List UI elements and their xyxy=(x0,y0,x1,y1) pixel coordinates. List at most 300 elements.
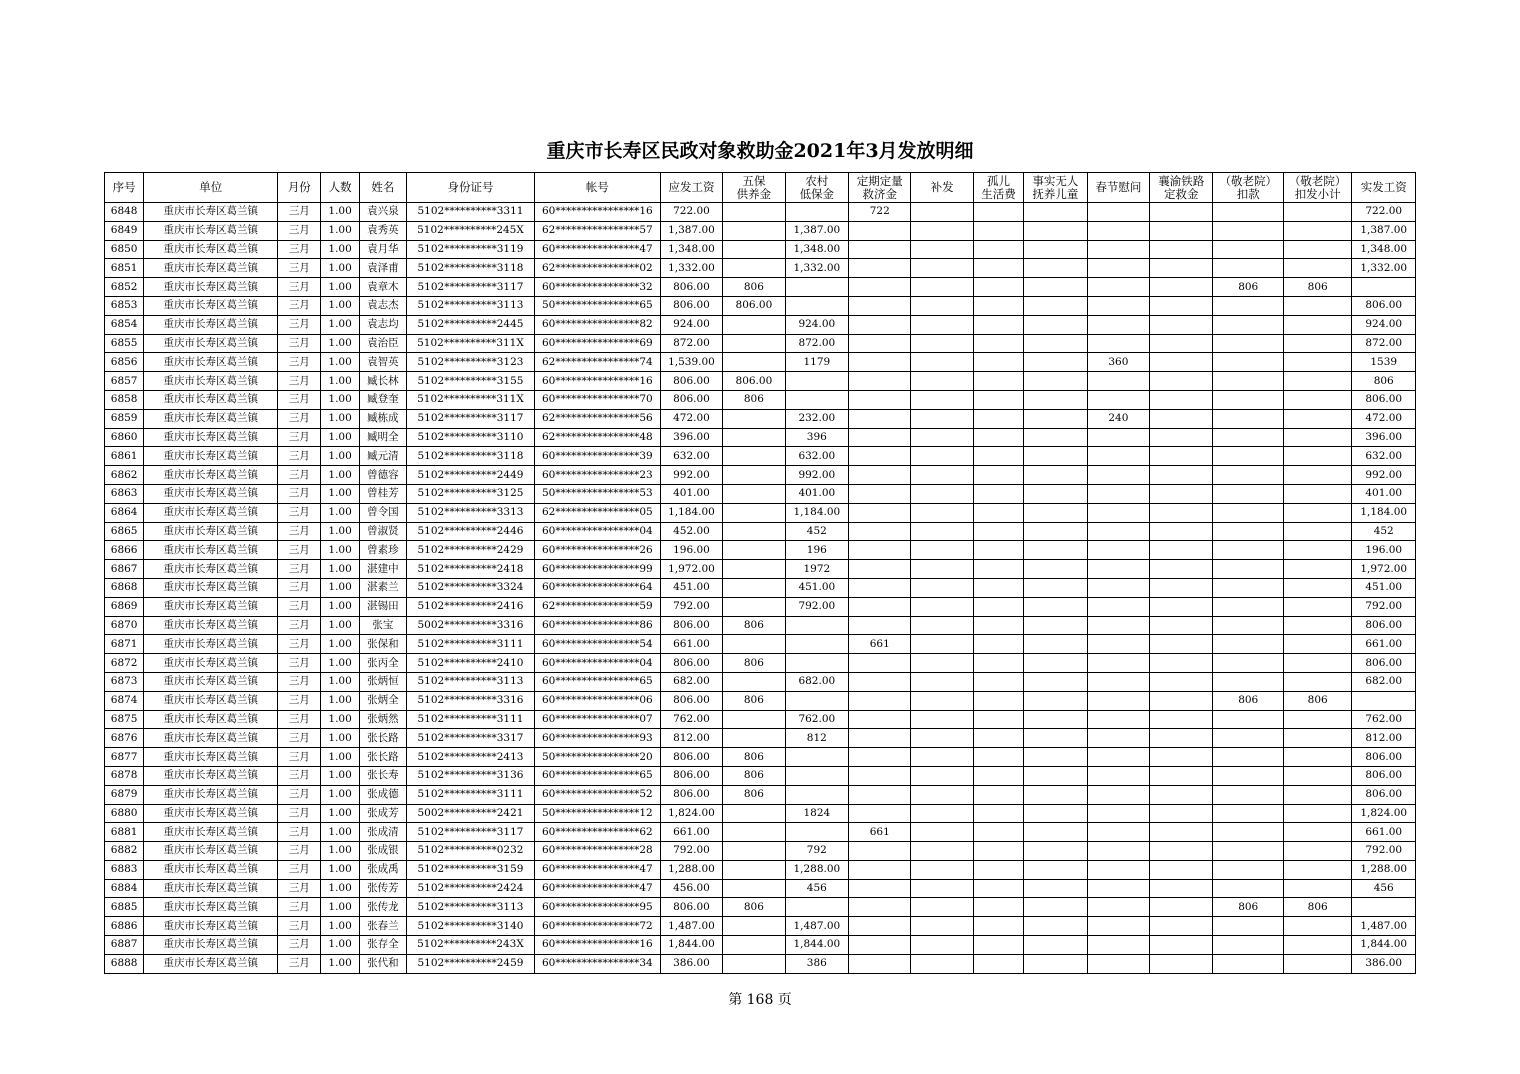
cell-nursing-home-deduction xyxy=(1213,296,1283,315)
cell-unattended-child xyxy=(1024,879,1087,898)
cell-rural-dibao xyxy=(785,278,848,297)
cell-nursing-home-subtotal xyxy=(1283,654,1351,673)
cell-id-number: 5102**********2445 xyxy=(407,315,535,334)
cell-id-number: 5102**********3313 xyxy=(407,503,535,522)
cell-nursing-home-deduction xyxy=(1213,710,1283,729)
cell-rural-dibao xyxy=(785,654,848,673)
cell-back-pay xyxy=(911,635,973,654)
cell-gross-pay: 792.00 xyxy=(660,842,722,861)
cell-wubao-fund xyxy=(723,879,785,898)
cell-count: 1.00 xyxy=(321,503,359,522)
cell-id-number: 5102**********311X xyxy=(407,334,535,353)
cell-rural-dibao: 792 xyxy=(785,842,848,861)
cell-orphan-allowance xyxy=(973,691,1023,710)
cell-xiangyu-railway xyxy=(1150,597,1213,616)
table-row xyxy=(105,240,1416,259)
cell-xiangyu-railway xyxy=(1150,898,1213,917)
cell-month: 三月 xyxy=(278,296,321,315)
cell-name: 张成清 xyxy=(359,823,406,842)
cell-spring-festival xyxy=(1087,710,1149,729)
cell-unattended-child xyxy=(1024,278,1087,297)
cell-net-pay: 386.00 xyxy=(1352,954,1416,973)
cell-name: 曾德容 xyxy=(359,466,406,485)
cell-orphan-allowance xyxy=(973,221,1023,240)
cell-regular-relief xyxy=(849,353,911,372)
cell-orphan-allowance xyxy=(973,372,1023,391)
header-orphan-allowance: 孤儿 生活费 xyxy=(973,173,1023,203)
cell-spring-festival xyxy=(1087,823,1149,842)
cell-spring-festival xyxy=(1087,259,1149,278)
cell-nursing-home-deduction xyxy=(1213,823,1283,842)
cell-rural-dibao xyxy=(785,748,848,767)
cell-seq: 6869 xyxy=(105,597,144,616)
cell-count: 1.00 xyxy=(321,879,359,898)
cell-orphan-allowance xyxy=(973,466,1023,485)
cell-account: 60****************54 xyxy=(534,635,660,654)
cell-account: 62****************74 xyxy=(534,353,660,372)
cell-unattended-child xyxy=(1024,221,1087,240)
cell-wubao-fund: 806 xyxy=(723,390,785,409)
cell-nursing-home-subtotal xyxy=(1283,240,1351,259)
cell-unattended-child xyxy=(1024,654,1087,673)
cell-spring-festival xyxy=(1087,785,1149,804)
cell-name: 臧元清 xyxy=(359,447,406,466)
cell-seq: 6868 xyxy=(105,578,144,597)
cell-count: 1.00 xyxy=(321,729,359,748)
cell-unit: 重庆市长寿区葛兰镇 xyxy=(144,616,278,635)
cell-orphan-allowance xyxy=(973,503,1023,522)
cell-rural-dibao xyxy=(785,823,848,842)
cell-nursing-home-subtotal xyxy=(1283,804,1351,823)
cell-gross-pay: 661.00 xyxy=(660,635,722,654)
cell-account: 60****************34 xyxy=(534,954,660,973)
cell-id-number: 5102**********3113 xyxy=(407,672,535,691)
cell-month: 三月 xyxy=(278,259,321,278)
cell-orphan-allowance xyxy=(973,729,1023,748)
cell-nursing-home-subtotal xyxy=(1283,766,1351,785)
cell-wubao-fund: 806 xyxy=(723,748,785,767)
cell-name: 曾素珍 xyxy=(359,541,406,560)
cell-account: 60****************95 xyxy=(534,898,660,917)
cell-id-number: 5102**********2459 xyxy=(407,954,535,973)
cell-name: 臧明全 xyxy=(359,428,406,447)
cell-name: 张丙全 xyxy=(359,654,406,673)
cell-spring-festival xyxy=(1087,917,1149,936)
cell-seq: 6860 xyxy=(105,428,144,447)
cell-rural-dibao: 451.00 xyxy=(785,578,848,597)
header-net-pay: 实发工资 xyxy=(1352,173,1416,203)
cell-back-pay xyxy=(911,842,973,861)
cell-spring-festival xyxy=(1087,654,1149,673)
cell-net-pay: 682.00 xyxy=(1352,672,1416,691)
cell-month: 三月 xyxy=(278,672,321,691)
cell-gross-pay: 806.00 xyxy=(660,748,722,767)
cell-nursing-home-subtotal xyxy=(1283,259,1351,278)
cell-account: 60****************47 xyxy=(534,879,660,898)
cell-regular-relief xyxy=(849,804,911,823)
cell-count: 1.00 xyxy=(321,672,359,691)
header-name: 姓名 xyxy=(359,173,406,203)
table-row xyxy=(105,766,1416,785)
cell-regular-relief xyxy=(849,729,911,748)
cell-count: 1.00 xyxy=(321,804,359,823)
table-row xyxy=(105,954,1416,973)
cell-name: 臧登奎 xyxy=(359,390,406,409)
cell-regular-relief xyxy=(849,842,911,861)
cell-regular-relief xyxy=(849,221,911,240)
cell-unattended-child xyxy=(1024,315,1087,334)
cell-net-pay: 806.00 xyxy=(1352,748,1416,767)
cell-account: 60****************16 xyxy=(534,203,660,222)
cell-spring-festival xyxy=(1087,390,1149,409)
cell-nursing-home-deduction xyxy=(1213,766,1283,785)
cell-xiangyu-railway xyxy=(1150,823,1213,842)
cell-rural-dibao: 1,332.00 xyxy=(785,259,848,278)
cell-regular-relief xyxy=(849,616,911,635)
cell-id-number: 5102**********3118 xyxy=(407,447,535,466)
cell-name: 袁秀英 xyxy=(359,221,406,240)
cell-xiangyu-railway xyxy=(1150,748,1213,767)
cell-id-number: 5102**********2410 xyxy=(407,654,535,673)
cell-nursing-home-subtotal xyxy=(1283,597,1351,616)
cell-gross-pay: 386.00 xyxy=(660,954,722,973)
cell-nursing-home-deduction xyxy=(1213,203,1283,222)
relief-fund-table xyxy=(104,172,1416,974)
cell-spring-festival xyxy=(1087,560,1149,579)
cell-orphan-allowance xyxy=(973,203,1023,222)
cell-seq: 6851 xyxy=(105,259,144,278)
cell-regular-relief xyxy=(849,259,911,278)
cell-nursing-home-deduction xyxy=(1213,428,1283,447)
cell-back-pay xyxy=(911,954,973,973)
cell-net-pay: 396.00 xyxy=(1352,428,1416,447)
cell-regular-relief xyxy=(849,954,911,973)
cell-name: 张代和 xyxy=(359,954,406,973)
cell-regular-relief xyxy=(849,766,911,785)
cell-id-number: 5102**********2429 xyxy=(407,541,535,560)
cell-account: 60****************06 xyxy=(534,691,660,710)
cell-gross-pay: 196.00 xyxy=(660,541,722,560)
cell-gross-pay: 1,184.00 xyxy=(660,503,722,522)
cell-wubao-fund xyxy=(723,710,785,729)
cell-rural-dibao: 632.00 xyxy=(785,447,848,466)
cell-unit: 重庆市长寿区葛兰镇 xyxy=(144,936,278,955)
cell-rural-dibao xyxy=(785,616,848,635)
cell-unattended-child xyxy=(1024,917,1087,936)
cell-nursing-home-deduction: 806 xyxy=(1213,898,1283,917)
cell-regular-relief xyxy=(849,560,911,579)
cell-back-pay xyxy=(911,616,973,635)
cell-back-pay xyxy=(911,466,973,485)
cell-unit: 重庆市长寿区葛兰镇 xyxy=(144,691,278,710)
cell-orphan-allowance xyxy=(973,954,1023,973)
cell-account: 60****************99 xyxy=(534,560,660,579)
cell-back-pay xyxy=(911,560,973,579)
cell-spring-festival xyxy=(1087,503,1149,522)
cell-unattended-child xyxy=(1024,560,1087,579)
cell-seq: 6862 xyxy=(105,466,144,485)
cell-gross-pay: 682.00 xyxy=(660,672,722,691)
cell-nursing-home-deduction xyxy=(1213,879,1283,898)
cell-net-pay: 1539 xyxy=(1352,353,1416,372)
cell-back-pay xyxy=(911,898,973,917)
cell-spring-festival xyxy=(1087,936,1149,955)
cell-id-number: 5102**********245X xyxy=(407,221,535,240)
cell-name: 张传芳 xyxy=(359,879,406,898)
cell-spring-festival xyxy=(1087,522,1149,541)
cell-unattended-child xyxy=(1024,447,1087,466)
cell-seq: 6876 xyxy=(105,729,144,748)
cell-count: 1.00 xyxy=(321,203,359,222)
cell-count: 1.00 xyxy=(321,691,359,710)
cell-orphan-allowance xyxy=(973,672,1023,691)
cell-unattended-child xyxy=(1024,296,1087,315)
cell-net-pay: 1,288.00 xyxy=(1352,860,1416,879)
cell-id-number: 5102**********3117 xyxy=(407,409,535,428)
cell-nursing-home-deduction xyxy=(1213,560,1283,579)
cell-net-pay: 452 xyxy=(1352,522,1416,541)
cell-spring-festival xyxy=(1087,804,1149,823)
cell-xiangyu-railway xyxy=(1150,804,1213,823)
cell-spring-festival xyxy=(1087,842,1149,861)
cell-back-pay xyxy=(911,729,973,748)
cell-unit: 重庆市长寿区葛兰镇 xyxy=(144,353,278,372)
cell-account: 60****************26 xyxy=(534,541,660,560)
cell-spring-festival xyxy=(1087,428,1149,447)
cell-spring-festival xyxy=(1087,296,1149,315)
cell-id-number: 5102**********3136 xyxy=(407,766,535,785)
cell-wubao-fund xyxy=(723,353,785,372)
cell-account: 60****************69 xyxy=(534,334,660,353)
cell-rural-dibao: 992.00 xyxy=(785,466,848,485)
cell-wubao-fund xyxy=(723,578,785,597)
cell-regular-relief xyxy=(849,654,911,673)
cell-month: 三月 xyxy=(278,240,321,259)
cell-wubao-fund xyxy=(723,823,785,842)
cell-nursing-home-subtotal xyxy=(1283,522,1351,541)
table-row xyxy=(105,409,1416,428)
cell-nursing-home-subtotal xyxy=(1283,823,1351,842)
cell-back-pay xyxy=(911,936,973,955)
cell-xiangyu-railway xyxy=(1150,484,1213,503)
cell-nursing-home-deduction xyxy=(1213,447,1283,466)
cell-net-pay: 456 xyxy=(1352,879,1416,898)
cell-count: 1.00 xyxy=(321,785,359,804)
cell-name: 袁志杰 xyxy=(359,296,406,315)
cell-wubao-fund xyxy=(723,409,785,428)
cell-seq: 6884 xyxy=(105,879,144,898)
cell-nursing-home-deduction xyxy=(1213,729,1283,748)
cell-gross-pay: 872.00 xyxy=(660,334,722,353)
cell-orphan-allowance xyxy=(973,259,1023,278)
cell-seq: 6880 xyxy=(105,804,144,823)
cell-count: 1.00 xyxy=(321,748,359,767)
cell-gross-pay: 992.00 xyxy=(660,466,722,485)
cell-gross-pay: 762.00 xyxy=(660,710,722,729)
cell-seq: 6878 xyxy=(105,766,144,785)
cell-id-number: 5102**********311X xyxy=(407,390,535,409)
cell-count: 1.00 xyxy=(321,409,359,428)
cell-month: 三月 xyxy=(278,597,321,616)
table-row xyxy=(105,221,1416,240)
cell-regular-relief xyxy=(849,240,911,259)
cell-back-pay xyxy=(911,785,973,804)
cell-nursing-home-deduction xyxy=(1213,804,1283,823)
cell-rural-dibao xyxy=(785,635,848,654)
cell-back-pay xyxy=(911,823,973,842)
cell-back-pay xyxy=(911,578,973,597)
cell-count: 1.00 xyxy=(321,278,359,297)
cell-wubao-fund: 806.00 xyxy=(723,296,785,315)
cell-name: 张长寿 xyxy=(359,766,406,785)
cell-nursing-home-subtotal xyxy=(1283,954,1351,973)
cell-count: 1.00 xyxy=(321,428,359,447)
cell-account: 60****************70 xyxy=(534,390,660,409)
cell-count: 1.00 xyxy=(321,353,359,372)
cell-xiangyu-railway xyxy=(1150,353,1213,372)
cell-spring-festival xyxy=(1087,597,1149,616)
cell-month: 三月 xyxy=(278,315,321,334)
cell-id-number: 5102**********3140 xyxy=(407,917,535,936)
cell-unattended-child xyxy=(1024,466,1087,485)
cell-orphan-allowance xyxy=(973,315,1023,334)
cell-id-number: 5102**********0232 xyxy=(407,842,535,861)
cell-regular-relief xyxy=(849,447,911,466)
cell-back-pay xyxy=(911,503,973,522)
cell-back-pay xyxy=(911,484,973,503)
cell-name: 张保和 xyxy=(359,635,406,654)
cell-gross-pay: 806.00 xyxy=(660,278,722,297)
cell-orphan-allowance xyxy=(973,541,1023,560)
cell-id-number: 5102**********2413 xyxy=(407,748,535,767)
table-row xyxy=(105,315,1416,334)
cell-nursing-home-subtotal xyxy=(1283,221,1351,240)
cell-count: 1.00 xyxy=(321,560,359,579)
cell-seq: 6865 xyxy=(105,522,144,541)
table-row xyxy=(105,503,1416,522)
cell-nursing-home-subtotal xyxy=(1283,503,1351,522)
cell-unit: 重庆市长寿区葛兰镇 xyxy=(144,466,278,485)
cell-net-pay: 762.00 xyxy=(1352,710,1416,729)
page-title: 重庆市长寿区民政对象救助金2021年3月发放明细 xyxy=(546,140,974,162)
cell-net-pay xyxy=(1352,278,1416,297)
cell-id-number: 5102**********2449 xyxy=(407,466,535,485)
cell-nursing-home-deduction xyxy=(1213,616,1283,635)
cell-unit: 重庆市长寿区葛兰镇 xyxy=(144,221,278,240)
cell-gross-pay: 1,288.00 xyxy=(660,860,722,879)
cell-account: 60****************47 xyxy=(534,240,660,259)
cell-spring-festival xyxy=(1087,879,1149,898)
cell-name: 湛素兰 xyxy=(359,578,406,597)
cell-unattended-child xyxy=(1024,804,1087,823)
cell-id-number: 5102**********3125 xyxy=(407,484,535,503)
cell-seq: 6858 xyxy=(105,390,144,409)
table-row xyxy=(105,353,1416,372)
cell-nursing-home-subtotal: 806 xyxy=(1283,278,1351,297)
cell-month: 三月 xyxy=(278,334,321,353)
cell-month: 三月 xyxy=(278,729,321,748)
cell-xiangyu-railway xyxy=(1150,672,1213,691)
cell-name: 袁智英 xyxy=(359,353,406,372)
cell-wubao-fund: 806 xyxy=(723,616,785,635)
header-gross-pay: 应发工资 xyxy=(660,173,722,203)
cell-seq: 6874 xyxy=(105,691,144,710)
cell-id-number: 5102**********3111 xyxy=(407,635,535,654)
cell-back-pay xyxy=(911,860,973,879)
cell-count: 1.00 xyxy=(321,522,359,541)
cell-rural-dibao xyxy=(785,691,848,710)
cell-month: 三月 xyxy=(278,710,321,729)
cell-name: 曾淑贤 xyxy=(359,522,406,541)
cell-account: 60****************72 xyxy=(534,917,660,936)
cell-rural-dibao: 1,348.00 xyxy=(785,240,848,259)
cell-unattended-child xyxy=(1024,541,1087,560)
cell-regular-relief xyxy=(849,710,911,729)
cell-unattended-child xyxy=(1024,691,1087,710)
cell-month: 三月 xyxy=(278,428,321,447)
cell-unattended-child xyxy=(1024,259,1087,278)
cell-unattended-child xyxy=(1024,635,1087,654)
cell-wubao-fund: 806 xyxy=(723,898,785,917)
cell-net-pay: 451.00 xyxy=(1352,578,1416,597)
cell-nursing-home-deduction xyxy=(1213,221,1283,240)
cell-spring-festival: 360 xyxy=(1087,353,1149,372)
cell-unattended-child xyxy=(1024,823,1087,842)
table-row xyxy=(105,672,1416,691)
cell-id-number: 5102**********3317 xyxy=(407,729,535,748)
cell-month: 三月 xyxy=(278,372,321,391)
cell-spring-festival xyxy=(1087,221,1149,240)
cell-net-pay: 1,487.00 xyxy=(1352,917,1416,936)
cell-regular-relief xyxy=(849,936,911,955)
cell-name: 张传龙 xyxy=(359,898,406,917)
header-wubao-fund: 五保 供养金 xyxy=(723,173,785,203)
cell-rural-dibao: 232.00 xyxy=(785,409,848,428)
cell-count: 1.00 xyxy=(321,372,359,391)
cell-regular-relief: 661 xyxy=(849,823,911,842)
cell-unattended-child xyxy=(1024,484,1087,503)
cell-regular-relief xyxy=(849,296,911,315)
cell-regular-relief xyxy=(849,879,911,898)
cell-unit: 重庆市长寿区葛兰镇 xyxy=(144,578,278,597)
cell-name: 张宝 xyxy=(359,616,406,635)
cell-id-number: 5102**********2416 xyxy=(407,597,535,616)
cell-count: 1.00 xyxy=(321,221,359,240)
cell-spring-festival xyxy=(1087,541,1149,560)
cell-net-pay: 924.00 xyxy=(1352,315,1416,334)
cell-nursing-home-deduction xyxy=(1213,503,1283,522)
cell-net-pay: 1,387.00 xyxy=(1352,221,1416,240)
cell-unit: 重庆市长寿区葛兰镇 xyxy=(144,240,278,259)
cell-unit: 重庆市长寿区葛兰镇 xyxy=(144,597,278,616)
cell-unit: 重庆市长寿区葛兰镇 xyxy=(144,860,278,879)
cell-orphan-allowance xyxy=(973,823,1023,842)
table-row xyxy=(105,578,1416,597)
cell-wubao-fund xyxy=(723,240,785,259)
cell-id-number: 5102**********2424 xyxy=(407,879,535,898)
cell-rural-dibao: 792.00 xyxy=(785,597,848,616)
cell-nursing-home-subtotal xyxy=(1283,748,1351,767)
cell-unit: 重庆市长寿区葛兰镇 xyxy=(144,259,278,278)
cell-xiangyu-railway xyxy=(1150,860,1213,879)
cell-xiangyu-railway xyxy=(1150,541,1213,560)
cell-id-number: 5102**********3118 xyxy=(407,259,535,278)
cell-xiangyu-railway xyxy=(1150,390,1213,409)
cell-unit: 重庆市长寿区葛兰镇 xyxy=(144,522,278,541)
cell-nursing-home-subtotal xyxy=(1283,560,1351,579)
cell-xiangyu-railway xyxy=(1150,466,1213,485)
cell-nursing-home-subtotal xyxy=(1283,936,1351,955)
